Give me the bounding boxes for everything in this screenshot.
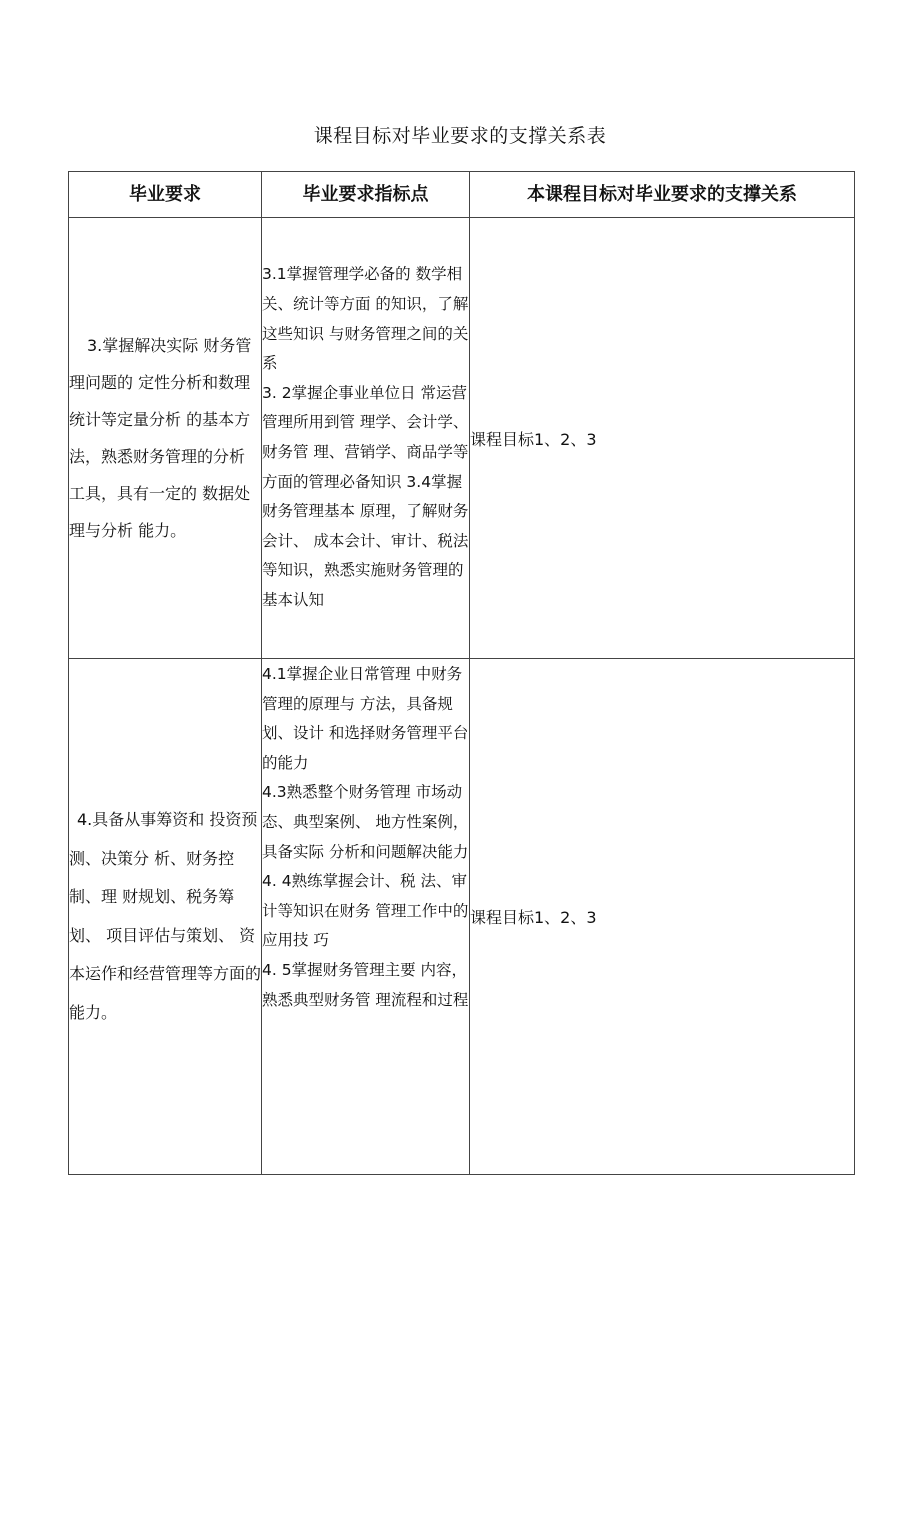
document-title: 课程目标对毕业要求的支撑关系表 xyxy=(313,125,607,147)
requirement-text: 4.具备从事筹资和 投资预测、决策分 析、财务控制、理 财规划、税务筹划、 项目评估与策划、 资本运作和经营管理等方面的能力。 xyxy=(69,810,262,1022)
table-row xyxy=(69,218,855,659)
indicator-point: 3.1掌握管理学必备的 数学相关、统计等方面 的知识，了解这些知识 与财务管理之间的关 系 xyxy=(262,265,469,373)
requirement-cell xyxy=(69,659,262,1175)
support-cell xyxy=(470,659,855,1175)
header-indicator-points: 毕业要求指标点 xyxy=(262,172,470,218)
support-text: 课程目标1、2、3 xyxy=(470,908,597,927)
support-text: 课程目标1、2、3 xyxy=(470,429,597,449)
indicator-cell xyxy=(262,218,470,659)
indicator-point: 4.1掌握企业日常管理 中财务管理的原理与 方法，具备规划、设计 和选择财务管理平台 的能力 xyxy=(262,665,469,772)
requirement-text: 3.掌握解决实际 财务管理问题的 定性分析和数理 统计等定量分析 的基本方法，熟悉财务管理的分析 工具，具有一定的 数据处理与分析 能力。 xyxy=(69,336,252,540)
indicator-point: 3. 2掌握企事业单位日 常运营管理所用到管 理学、会计学、财务管 理、营销学、商品学等 方面的管理必备知识 3.4掌握财务管理基本 原理，了解财务会计、 成本会计、审计、税法 等知识，熟悉实施财务管理的基本认知 xyxy=(262,383,469,609)
requirement-cell xyxy=(69,218,262,659)
table-row xyxy=(69,659,855,1175)
support-relationship-table xyxy=(68,171,855,1175)
header-course-support: 本课程目标对毕业要求的支撑关系 xyxy=(470,172,855,218)
indicator-cell xyxy=(262,659,470,1175)
header-graduation-requirement: 毕业要求 xyxy=(69,172,262,218)
indicator-point: 4. 5掌握财务管理主要 内容，熟悉典型财务管 理流程和过程 xyxy=(262,960,469,1009)
indicator-point: 4.3熟悉整个财务管理 市场动态、典型案例、 地方性案例，具备实际 分析和问题解决能力 xyxy=(262,783,469,861)
indicator-point: 4. 4熟练掌握会计、税 法、审计等知识在财务 管理工作中的应用技 巧 xyxy=(262,872,469,950)
support-cell xyxy=(470,218,855,659)
table-header-row xyxy=(69,172,855,218)
